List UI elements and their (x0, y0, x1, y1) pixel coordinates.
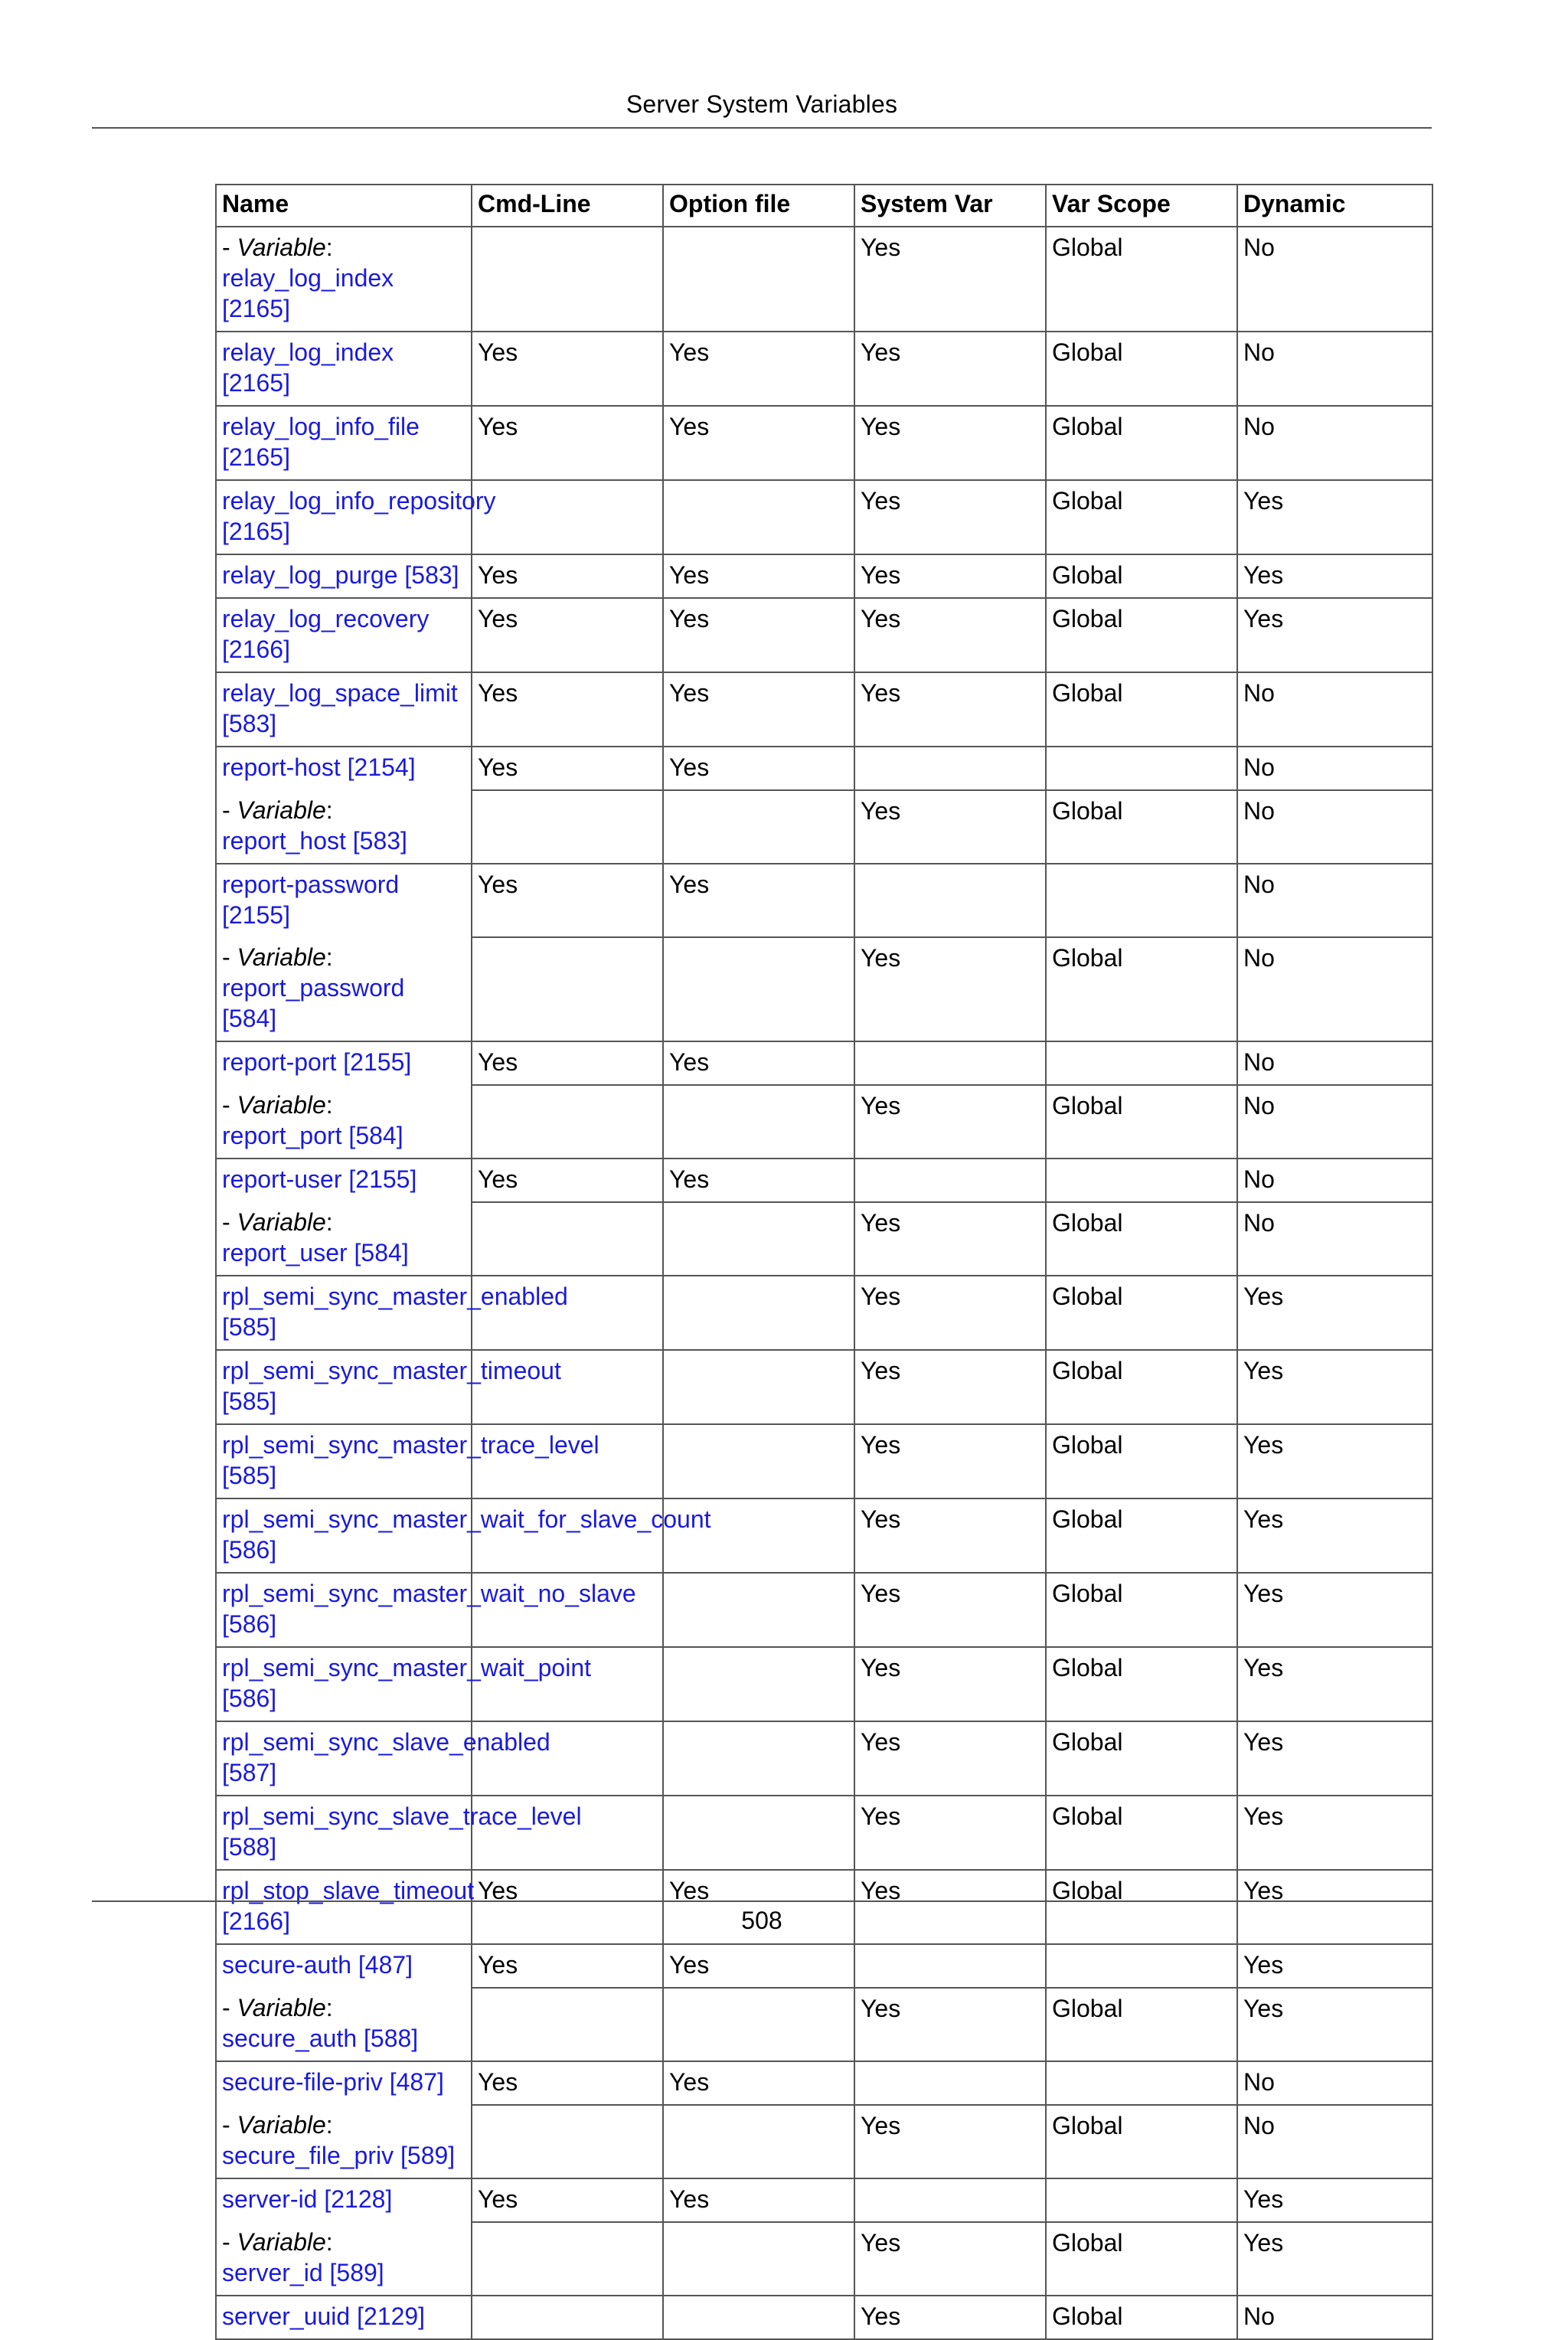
system-var-cell: Yes (854, 1202, 1046, 1276)
dynamic-cell: Yes (1237, 1350, 1432, 1424)
variable-link[interactable]: rpl_semi_sync_slave_enabled [587] (222, 1728, 550, 1786)
column-header-system-var: System Var (854, 185, 1046, 227)
dynamic-cell: Yes (1237, 2178, 1432, 2222)
var-scope-cell: Global (1046, 480, 1237, 554)
variable-name-cell: - Variable: relay_log_index [2165] (216, 227, 472, 332)
dynamic-cell: Yes (1237, 598, 1432, 672)
dynamic-cell: No (1237, 2061, 1432, 2105)
variable-name-cell (216, 2296, 472, 2339)
dynamic-cell: Yes (1237, 1424, 1432, 1498)
dynamic-cell: Yes (1237, 1276, 1432, 1350)
option-file-cell (663, 1424, 854, 1498)
variable-label: Variable (237, 1208, 326, 1236)
system-var-cell: Yes (854, 1796, 1046, 1870)
var-scope-cell (1046, 1041, 1237, 1085)
var-scope-cell: Global (1046, 406, 1237, 480)
var-scope-cell: Global (1046, 672, 1237, 747)
variable-name-cell (216, 1573, 636, 1647)
cmd-line-cell (472, 937, 663, 1041)
dynamic-cell: No (1237, 790, 1432, 864)
option-file-cell: Yes (663, 2061, 854, 2105)
table-row (216, 1647, 1432, 1721)
cmd-line-cell (472, 1202, 663, 1276)
cmd-line-cell: Yes (472, 1041, 663, 1085)
variable-label: Variable (237, 943, 326, 971)
option-file-cell (663, 790, 854, 864)
option-file-cell (663, 1796, 854, 1870)
var-scope-cell: Global (1046, 2296, 1237, 2339)
table-row (216, 747, 1432, 790)
option-file-cell: Yes (663, 598, 854, 672)
dynamic-cell: No (1237, 332, 1432, 406)
var-scope-cell: Global (1046, 1085, 1237, 1159)
variable-name-cell (216, 1944, 472, 1988)
variable-name-cell (216, 1276, 568, 1350)
variable-name-cell (216, 747, 472, 790)
system-variables-table (215, 184, 1433, 2340)
dynamic-cell: No (1237, 864, 1432, 937)
dynamic-cell: Yes (1237, 1573, 1432, 1647)
var-scope-cell: Global (1046, 1424, 1237, 1498)
variable-name-cell (216, 1424, 599, 1498)
system-var-cell: Yes (854, 1988, 1046, 2061)
table-body (216, 227, 1432, 2339)
table-row (216, 2222, 1432, 2296)
page-number: 508 (741, 1907, 782, 1934)
dynamic-cell: No (1237, 672, 1432, 747)
variable-name-cell (216, 480, 496, 554)
variable-label: Variable (237, 2228, 326, 2256)
variable-link[interactable]: secure_file_priv [589] (222, 2142, 456, 2169)
variable-name-cell: - Variable: report_password [584] (216, 937, 472, 1041)
variable-name-cell (216, 1498, 711, 1573)
column-header-cmd-line: Cmd-Line (472, 185, 663, 227)
var-scope-cell: Global (1046, 1498, 1237, 1573)
variable-link[interactable]: relay_log_space_limit [583] (222, 679, 458, 737)
table-row (216, 1085, 1432, 1159)
table-row (216, 1041, 1432, 1085)
dynamic-cell: Yes (1237, 1870, 1432, 1944)
variable-name-cell (216, 2178, 472, 2222)
var-scope-cell (1046, 2178, 1237, 2222)
system-var-cell: Yes (854, 598, 1046, 672)
dynamic-cell: No (1237, 937, 1432, 1041)
variable-link[interactable]: relay_log_info_repository [2165] (222, 487, 496, 545)
cmd-line-cell: Yes (472, 2178, 663, 2222)
variable-link[interactable]: rpl_semi_sync_master_wait_no_slave [586] (222, 1580, 636, 1638)
table-row (216, 1159, 1432, 1202)
variable-link[interactable]: report_password [584] (222, 974, 405, 1032)
system-var-cell (854, 1159, 1046, 1202)
var-scope-cell: Global (1046, 1350, 1237, 1424)
footer-rule (92, 1900, 1432, 1902)
cmd-line-cell (472, 790, 663, 864)
variable-link[interactable]: report-port [2155] (222, 1048, 412, 1076)
column-header-dynamic: Dynamic (1237, 185, 1432, 227)
variable-label: Variable (237, 1091, 326, 1119)
option-file-cell: Yes (663, 1944, 854, 1988)
variable-name-cell (216, 672, 472, 747)
variable-name-cell: - Variable: server_id [589] (216, 2222, 472, 2296)
table-row (216, 2296, 1432, 2339)
cmd-line-cell (472, 227, 663, 332)
var-scope-cell (1046, 1944, 1237, 1988)
option-file-cell (663, 1647, 854, 1721)
table-row (216, 2061, 1432, 2105)
cmd-line-cell: Yes (472, 1944, 663, 1988)
variable-prefix: - (222, 796, 237, 824)
variable-name-cell (216, 1796, 582, 1870)
table-row (216, 480, 1432, 554)
cmd-line-cell: Yes (472, 332, 663, 406)
option-file-cell (663, 1276, 854, 1350)
table-row (216, 1276, 1432, 1350)
variable-link[interactable]: secure_auth [588] (222, 2025, 419, 2052)
system-var-cell (854, 2061, 1046, 2105)
table-row (216, 937, 1432, 1041)
column-header-name: Name (216, 185, 472, 227)
var-scope-cell: Global (1046, 1573, 1237, 1647)
dynamic-cell: Yes (1237, 1988, 1432, 2061)
dynamic-cell: No (1237, 2296, 1432, 2339)
system-var-cell: Yes (854, 1085, 1046, 1159)
dynamic-cell: No (1237, 2105, 1432, 2178)
option-file-cell (663, 1721, 854, 1796)
variable-link[interactable]: relay_log_purge [583] (222, 561, 459, 589)
dynamic-cell: Yes (1237, 1498, 1432, 1573)
table-row (216, 864, 1432, 937)
var-scope-cell: Global (1046, 2222, 1237, 2296)
var-scope-cell: Global (1046, 937, 1237, 1041)
variable-link[interactable]: relay_log_info_file [2165] (222, 413, 420, 471)
system-var-cell: Yes (854, 2222, 1046, 2296)
variable-name-cell (216, 1350, 561, 1424)
option-file-cell (663, 227, 854, 332)
option-file-cell: Yes (663, 406, 854, 480)
variable-link[interactable]: secure-file-priv [487] (222, 2068, 444, 2096)
option-file-cell (663, 1085, 854, 1159)
cmd-line-cell: Yes (472, 864, 663, 937)
var-scope-cell (1046, 2061, 1237, 2105)
system-var-cell: Yes (854, 1870, 1046, 1944)
table-row (216, 227, 1432, 332)
var-scope-cell: Global (1046, 790, 1237, 864)
dynamic-cell: No (1237, 1041, 1432, 1085)
table-row (216, 598, 1432, 672)
table-row (216, 1944, 1432, 1988)
cmd-line-cell: Yes (472, 1159, 663, 1202)
cmd-line-cell: Yes (472, 747, 663, 790)
variable-link[interactable]: rpl_semi_sync_master_wait_point [586] (222, 1654, 591, 1712)
option-file-cell (663, 1350, 854, 1424)
variable-name-cell: - Variable: report_port [584] (216, 1085, 472, 1159)
table-row (216, 332, 1432, 406)
dynamic-cell: Yes (1237, 554, 1432, 598)
variable-link[interactable]: relay_log_index [2165] (222, 338, 394, 397)
var-scope-cell: Global (1046, 2105, 1237, 2178)
system-var-cell: Yes (854, 332, 1046, 406)
system-var-cell: Yes (854, 1424, 1046, 1498)
variable-name-cell: - Variable: secure_file_priv [589] (216, 2105, 472, 2178)
table-row (216, 2178, 1432, 2222)
variable-name-cell (216, 554, 472, 598)
variable-link[interactable]: report_user [584] (222, 1239, 409, 1266)
system-var-cell: Yes (854, 227, 1046, 332)
var-scope-cell (1046, 864, 1237, 937)
variable-label: Variable (237, 2111, 326, 2139)
var-scope-cell: Global (1046, 1276, 1237, 1350)
option-file-cell: Yes (663, 672, 854, 747)
variable-name-cell (216, 598, 472, 672)
system-var-cell: Yes (854, 2296, 1046, 2339)
option-file-cell (663, 1202, 854, 1276)
variable-link[interactable]: report_host [583] (222, 827, 407, 855)
column-header-option-file: Option file (663, 185, 854, 227)
var-scope-cell: Global (1046, 598, 1237, 672)
system-var-cell: Yes (854, 480, 1046, 554)
option-file-cell: Yes (663, 1041, 854, 1085)
column-header-var-scope: Var Scope (1046, 185, 1237, 227)
var-scope-cell: Global (1046, 1647, 1237, 1721)
system-var-cell (854, 1944, 1046, 1988)
dynamic-cell: No (1237, 1085, 1432, 1159)
table-row (216, 2105, 1432, 2178)
var-scope-cell: Global (1046, 1721, 1237, 1796)
var-scope-cell: Global (1046, 554, 1237, 598)
variable-link[interactable]: report-user [2155] (222, 1165, 417, 1193)
cmd-line-cell (472, 2296, 663, 2339)
variable-name-cell (216, 406, 472, 480)
option-file-cell: Yes (663, 747, 854, 790)
variable-label: Variable (237, 796, 326, 824)
variable-prefix: - (222, 1208, 237, 1236)
system-var-cell: Yes (854, 937, 1046, 1041)
cmd-line-cell (472, 480, 663, 554)
system-var-cell: Yes (854, 1350, 1046, 1424)
variable-link[interactable]: secure-auth [487] (222, 1951, 413, 1979)
option-file-cell (663, 1573, 854, 1647)
variable-prefix: - (222, 1091, 237, 1119)
variable-link[interactable]: rpl_semi_sync_master_timeout [585] (222, 1357, 561, 1415)
var-scope-cell: Global (1046, 332, 1237, 406)
system-var-cell (854, 747, 1046, 790)
table-header-row (216, 185, 1432, 227)
var-scope-cell (1046, 747, 1237, 790)
variable-link[interactable]: server_uuid [2129] (222, 2302, 426, 2330)
variable-prefix: - (222, 1994, 237, 2021)
variable-name-cell (216, 1647, 591, 1721)
variable-name-cell: - Variable: report_user [584] (216, 1202, 472, 1276)
system-var-cell: Yes (854, 1721, 1046, 1796)
variable-link[interactable]: relay_log_recovery [2166] (222, 605, 430, 663)
system-var-cell: Yes (854, 1498, 1046, 1573)
table-row (216, 1424, 1432, 1498)
variable-link[interactable]: report-password [2155] (222, 871, 400, 929)
option-file-cell: Yes (663, 1159, 854, 1202)
table-row (216, 1498, 1432, 1573)
table-row (216, 672, 1432, 747)
dynamic-cell: Yes (1237, 1796, 1432, 1870)
system-var-cell (854, 1041, 1046, 1085)
table-row (216, 1202, 1432, 1276)
var-scope-cell (1046, 1159, 1237, 1202)
system-var-cell: Yes (854, 672, 1046, 747)
var-scope-cell: Global (1046, 1870, 1237, 1944)
system-var-cell: Yes (854, 1573, 1046, 1647)
cmd-line-cell: Yes (472, 2061, 663, 2105)
dynamic-cell: Yes (1237, 1944, 1432, 1988)
option-file-cell: Yes (663, 1870, 854, 1944)
table-row (216, 790, 1432, 864)
var-scope-cell: Global (1046, 1796, 1237, 1870)
option-file-cell: Yes (663, 332, 854, 406)
variable-link[interactable]: rpl_semi_sync_master_wait_for_slave_count [586] (222, 1505, 711, 1564)
dynamic-cell: No (1237, 1159, 1432, 1202)
table-row (216, 406, 1432, 480)
variable-link[interactable]: server_id [589] (222, 2259, 384, 2286)
dynamic-cell: No (1237, 227, 1432, 332)
variable-label: Variable (237, 234, 326, 261)
variable-link[interactable]: relay_log_index [2165] (222, 264, 394, 322)
option-file-cell (663, 937, 854, 1041)
page-header: Server System Variables (626, 90, 898, 118)
option-file-cell (663, 2296, 854, 2339)
variable-link[interactable]: server-id [2128] (222, 2185, 393, 2213)
table-row (216, 1350, 1432, 1424)
var-scope-cell: Global (1046, 1988, 1237, 2061)
option-file-cell: Yes (663, 864, 854, 937)
variable-name-cell (216, 2061, 472, 2105)
cmd-line-cell (472, 1988, 663, 2061)
variable-prefix: - (222, 234, 237, 261)
variable-prefix: - (222, 2111, 237, 2139)
cmd-line-cell: Yes (472, 406, 663, 480)
variable-link[interactable]: report_port [584] (222, 1122, 403, 1149)
cmd-line-cell (472, 2222, 663, 2296)
variable-name-cell: - Variable: report_host [583] (216, 790, 472, 864)
table-row (216, 1573, 1432, 1647)
table-row (216, 554, 1432, 598)
system-var-cell: Yes (854, 1276, 1046, 1350)
variable-link[interactable]: report-host [2154] (222, 753, 416, 781)
cmd-line-cell: Yes (472, 672, 663, 747)
variable-name-cell (216, 864, 472, 937)
variable-link[interactable]: rpl_semi_sync_master_enabled [585] (222, 1283, 568, 1341)
variable-prefix: - (222, 943, 237, 971)
dynamic-cell: No (1237, 1202, 1432, 1276)
dynamic-cell: No (1237, 406, 1432, 480)
header-rule (92, 127, 1432, 129)
table-row (216, 1721, 1432, 1796)
option-file-cell (663, 2222, 854, 2296)
variable-link[interactable]: rpl_stop_slave_timeout [2166] (222, 1877, 475, 1935)
dynamic-cell: Yes (1237, 480, 1432, 554)
variable-name-cell: - Variable: secure_auth [588] (216, 1988, 472, 2061)
system-var-cell: Yes (854, 406, 1046, 480)
system-var-cell (854, 2178, 1046, 2222)
cmd-line-cell: Yes (472, 1870, 663, 1944)
cmd-line-cell (472, 1085, 663, 1159)
variable-prefix: - (222, 2228, 237, 2256)
option-file-cell (663, 2105, 854, 2178)
dynamic-cell: No (1237, 747, 1432, 790)
cmd-line-cell: Yes (472, 554, 663, 598)
system-var-cell: Yes (854, 1647, 1046, 1721)
cmd-line-cell: Yes (472, 598, 663, 672)
dynamic-cell: Yes (1237, 2222, 1432, 2296)
variable-link[interactable]: rpl_semi_sync_master_trace_level [585] (222, 1431, 599, 1489)
system-var-cell: Yes (854, 790, 1046, 864)
variable-name-cell (216, 332, 472, 406)
option-file-cell (663, 480, 854, 554)
variable-label: Variable (237, 1994, 326, 2021)
cmd-line-cell (472, 2105, 663, 2178)
var-scope-cell: Global (1046, 1202, 1237, 1276)
variable-link[interactable]: rpl_semi_sync_slave_trace_level [588] (222, 1802, 582, 1861)
system-var-cell (854, 864, 1046, 937)
variable-name-cell (216, 1159, 472, 1202)
option-file-cell (663, 1988, 854, 2061)
variable-name-cell (216, 1041, 472, 1085)
option-file-cell: Yes (663, 554, 854, 598)
variable-name-cell (216, 1721, 550, 1796)
table-row (216, 1988, 1432, 2061)
option-file-cell: Yes (663, 2178, 854, 2222)
dynamic-cell: Yes (1237, 1647, 1432, 1721)
dynamic-cell: Yes (1237, 1721, 1432, 1796)
table-row (216, 1796, 1432, 1870)
var-scope-cell: Global (1046, 227, 1237, 332)
system-var-cell: Yes (854, 554, 1046, 598)
system-var-cell: Yes (854, 2105, 1046, 2178)
